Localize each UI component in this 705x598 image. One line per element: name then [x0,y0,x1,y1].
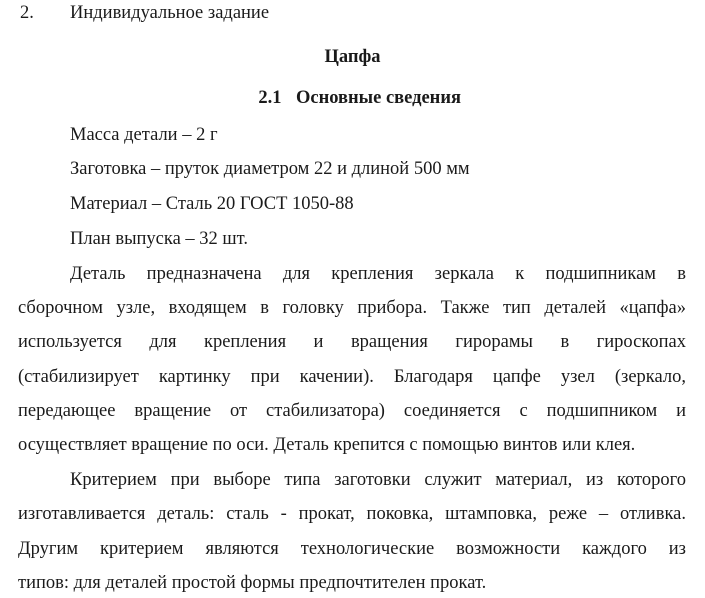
fact-material: Материал – Сталь 20 ГОСТ 1050-88 [70,194,354,214]
paragraph1-line: Деталь предназначена для крепления зеркала к подшипникам в [70,264,686,284]
section-title: Индивидуальное задание [70,3,270,23]
fact-production-plan: План выпуска – 32 шт. [70,229,248,249]
fact-mass: Масса детали – 2 г [70,125,218,145]
subsection-number: 2.1 [258,88,282,108]
paragraph2-line: типов: для деталей простой формы предпочтителен прокат. [18,573,487,593]
section-heading [0,2,269,24]
subsection-heading [0,87,705,109]
paragraph1-line: осуществляет вращение по оси. Деталь крепится с помощью винтов или клея. [18,435,636,455]
fact-blank: Заготовка – пруток диаметром 22 и длиной 500 мм [70,159,470,179]
paragraph1-line: используется для крепления и вращения гирорамы в гироскопах [18,332,686,352]
paragraph2-line: изготавливается деталь: сталь - прокат, поковка, штамповка, реже – отливка. [18,504,686,524]
document-title: Цапфа [324,47,381,67]
subsection-title: Основные сведения [295,88,462,108]
paragraph1-line: передающее вращение от стабилизатора) соединяется с подшипником и [18,401,686,421]
paragraph2-line: Другим критерием являются технологические возможности каждого из [18,539,686,559]
section-number: 2. [20,3,34,23]
paragraph1-line: (стабилизирует картинку при качении). Благодаря цапфе узел (зеркало, [18,367,686,387]
paragraph1-line: сборочном узле, входящем в головку прибора. Также тип деталей «цапфа» [18,298,686,318]
paragraph2-line: Критерием при выборе типа заготовки служит материал, из которого [70,470,686,490]
